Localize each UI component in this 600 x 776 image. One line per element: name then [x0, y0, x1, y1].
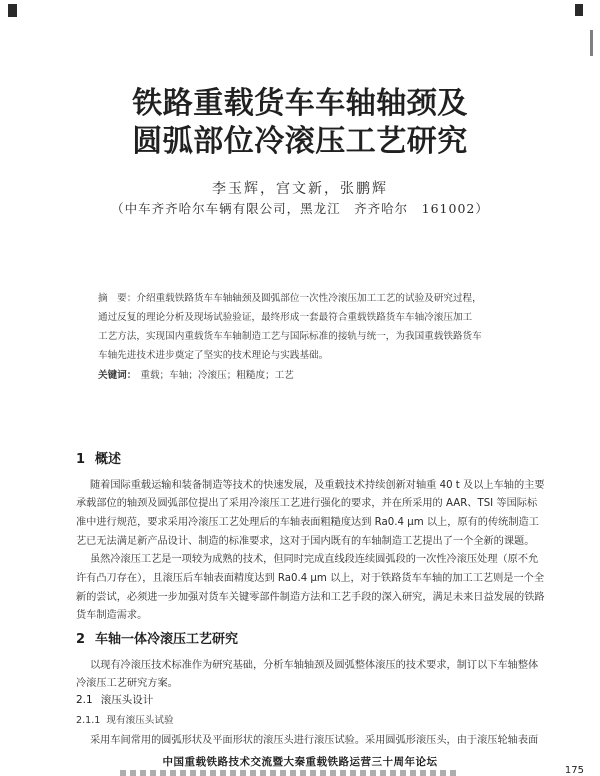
section-heading-2 — [76, 628, 238, 647]
body-text-line: 随着国际重载运输和装备制造等技术的快速发展，及重载技术持续创新对轴重 40 t 及以上车轴的主要 — [90, 480, 545, 491]
author-list: 李玉辉，宫文新，张鹏辉 — [212, 181, 388, 197]
abstract-text: 介绍重载铁路货车车轴轴颈及圆弧部位一次性冷滚压加工工艺的试验及研究过程， — [136, 293, 482, 304]
section-heading-1 — [76, 448, 121, 467]
scan-mark-top-left — [8, 4, 17, 17]
abstract-line: 通过反复的理论分析及现场试验验证，最终形成一套最符合重载铁路货车车轴冷滚压加工 — [98, 312, 473, 323]
section-title: 概述 — [95, 452, 122, 467]
keywords-text: 重载；车轴；冷滚压；粗糙度；工艺 — [140, 370, 294, 381]
body-text-line: 艺已无法满足新产品设计、制造的标准要求，这对于国内既有的车轴制造工艺提出了一个全新的课题。 — [76, 536, 535, 547]
subsubsection-heading — [76, 712, 174, 726]
body-text-line: 准中进行规范，要求采用冷滚压工艺处理后的车轴表面粗糙度达到 Ra0.4 μm 以上，原有的传统制造工 — [76, 517, 539, 528]
affiliation: （中车齐齐哈尔车辆有限公司，黑龙江 齐齐哈尔 161002） — [111, 201, 489, 216]
subsubsection-title: 现有滚压头试验 — [106, 715, 174, 726]
cut-off-text-line — [120, 770, 460, 776]
paper-title-line-1: 铁路重载货车车轴轴颈及 — [132, 86, 468, 121]
page-number: 175 — [564, 765, 584, 776]
scan-mark-top-right — [575, 4, 583, 16]
subsection-title: 滚压头设计 — [100, 694, 154, 706]
body-text-line: 新的尝试，必须进一步加强对货车关键零部件制造方法和工艺手段的深入研究，满足未来日益发展的铁路 — [76, 592, 545, 603]
body-text-line: 采用车间常用的圆弧形状及平面形状的滚压头进行滚压试验。采用圆弧形滚压头，由于滚压轮轴表面 — [90, 735, 539, 746]
section-number: 1 — [76, 452, 86, 467]
keywords-label: 关键词： — [98, 370, 137, 381]
subsection-number: 2.1 — [76, 694, 93, 706]
conference-footer: 中国重载铁路技术交流暨大秦重载铁路运营三十周年论坛 — [162, 756, 438, 768]
body-text-line: 货车制造需求。 — [76, 610, 148, 621]
body-text-line: 以现有冷滚压技术标准作为研究基础，分析车轴轴颈及圆弧整体滚压的技术要求，制订以下车轴整体 — [90, 660, 539, 671]
abstract-label: 摘 要： — [98, 293, 137, 304]
body-text-line: 承载部位的轴颈及圆弧部位提出了采用冷滚压工艺进行强化的要求，并在所采用的 AAR、TSI 等国际标 — [76, 498, 538, 509]
subsection-heading — [76, 692, 153, 707]
abstract-line: 工艺方法，实现国内重载货车车轴制造工艺与国际标准的接轨与统一，为我国重载铁路货车 — [98, 331, 482, 342]
paper-title-line-2: 圆弧部位冷滚压工艺研究 — [132, 124, 468, 159]
keywords — [98, 367, 294, 381]
subsubsection-number: 2.1.1 — [76, 715, 101, 726]
section-number: 2 — [76, 632, 86, 647]
abstract-line — [98, 290, 538, 304]
abstract-line: 车轴先进技术进步奠定了坚实的技术理论与实践基础。 — [98, 350, 329, 361]
body-text-line: 冷滚压工艺研究方案。 — [76, 678, 178, 689]
scan-mark-right-edge — [590, 30, 593, 56]
body-text-line: 虽然冷滚压工艺是一项较为成熟的技术，但同时完成直线段连续圆弧段的一次性冷滚压处理（原不允 — [90, 554, 539, 565]
section-title: 车轴一体冷滚压工艺研究 — [95, 632, 239, 647]
body-text-line: 许有凸刀存在），且滚压后车轴表面精度达到 Ra0.4 μm 以上，对于铁路货车车轴的加工工艺则是一个全 — [76, 573, 545, 584]
